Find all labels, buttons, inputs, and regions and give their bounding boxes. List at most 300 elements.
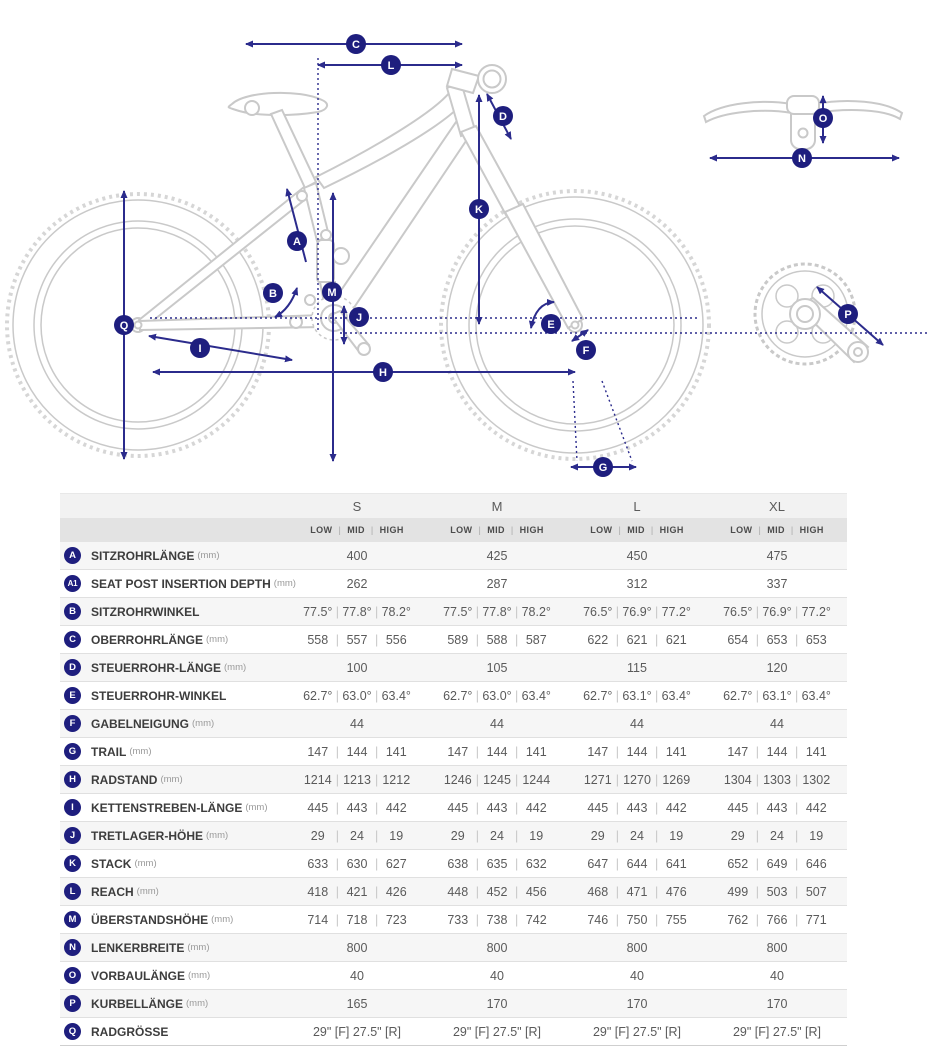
value: 105 [486,660,508,675]
row-badge: C [64,631,81,648]
value: 442 [385,800,407,815]
value: 1212 [382,772,411,787]
value-separator: | [755,800,759,815]
row-badge: J [64,827,81,844]
value-cell [427,773,567,787]
svg-text:Q: Q [119,320,129,332]
value: 29" [F] 27.5" [R] [312,1024,402,1039]
value: 62.7° [443,688,473,703]
value-separator: | [795,772,799,787]
value-separator: | [375,604,379,619]
value: 40 [630,968,644,983]
value-cell [427,801,567,815]
value-cell [567,857,707,871]
value-cell [707,661,847,675]
row-badge: N [64,939,81,956]
diagram-badge-o [813,108,833,128]
value: 24 [770,828,784,843]
value: 475 [766,548,788,563]
svg-text:F: F [582,345,590,357]
value-separator: | [475,744,479,759]
value-separator: | [755,912,759,927]
value: 589 [447,632,469,647]
value: 653 [805,632,827,647]
value: 445 [727,800,749,815]
value: 627 [385,856,407,871]
row-label-text: OBERROHRLÄNGE [91,632,204,647]
value: 742 [525,912,547,927]
value-separator: | [615,800,619,815]
value-separator: | [515,800,519,815]
table-row [60,934,847,962]
value: 63.4° [521,688,551,703]
value-cell [287,549,427,563]
handlebar-top-view [704,96,902,149]
size-header-m: M [491,498,503,514]
row-label-text: STEUERROHR-WINKEL [91,688,227,703]
adjust-levels-m: LOW | MID | HIGH [450,525,544,535]
row-badge: P [64,995,81,1012]
value: 750 [626,912,648,927]
value: 78.2° [381,604,411,619]
value: 29 [310,828,325,843]
value-cell [427,857,567,871]
value: 144 [346,744,368,759]
row-unit-text: (mm) [245,802,268,813]
value: 654 [727,632,749,647]
svg-text:G: G [598,462,608,474]
value: 147 [727,744,749,759]
row-unit-text: (mm) [192,718,215,729]
value-separator: | [755,632,759,647]
value: 77.8° [342,604,372,619]
value-separator: | [655,884,659,899]
value-separator: | [615,604,619,619]
value: 19 [669,828,684,843]
value: 78.2° [521,604,551,619]
row-label-text: VORBAULÄNGE [91,968,186,983]
value-cell [707,773,847,787]
value: 445 [307,800,329,815]
row-unit-text: (mm) [129,746,152,757]
value-separator: | [515,772,519,787]
value: 147 [447,744,469,759]
row-label-text: TRAIL [91,744,127,759]
value-separator: | [795,800,799,815]
value-cell [707,969,847,983]
value-separator: | [475,884,479,899]
row-label-text: STACK [91,856,132,871]
value-cell [707,689,847,703]
table-row [60,570,847,598]
value: 418 [307,884,329,899]
value-cell [427,969,567,983]
value-cell [427,745,567,759]
row-label-text: GABELNEIGUNG [91,716,190,731]
row-label-text: LENKERBREITE [91,940,185,955]
geometry-table [60,493,847,1046]
value-separator: | [375,744,379,759]
svg-text:D: D [499,111,507,123]
value: 448 [447,884,469,899]
value: 40 [350,968,364,983]
value: 144 [766,744,788,759]
value: 800 [486,940,508,955]
diagram-badge-f [576,340,596,360]
value: 1269 [662,772,691,787]
value: 77.8° [482,604,512,619]
value-separator: | [375,828,379,843]
bike-geometry-diagram [0,0,936,492]
value: 19 [809,828,824,843]
size-header-l: L [633,498,641,514]
row-badge: M [64,911,81,928]
value-separator: | [335,884,339,899]
value-separator: | [615,912,619,927]
value-separator: | [375,772,379,787]
value: 723 [385,912,407,927]
value: 800 [346,940,368,955]
row-label-cell [60,1023,287,1040]
value: 77.5° [443,604,473,619]
row-label-cell [60,687,287,704]
value-cell [567,745,707,759]
value: 733 [447,912,469,927]
row-label-text: ÜBERSTANDSHÖHE [91,912,209,927]
value: 141 [665,744,687,759]
value: 76.9° [762,604,792,619]
value: 19 [529,828,544,843]
value-separator: | [795,632,799,647]
value-separator: | [655,744,659,759]
value: 1246 [443,772,472,787]
value: 450 [626,548,648,563]
row-label-text: RADSTAND [91,772,158,787]
row-label-cell [60,799,287,816]
value: 653 [766,632,788,647]
value: 24 [490,828,504,843]
value: 443 [486,800,508,815]
value-separator: | [335,632,339,647]
value-cell [567,633,707,647]
row-label-cell [60,715,287,732]
value-separator: | [755,772,759,787]
size-header-s: S [352,498,362,514]
value: 1245 [483,772,511,787]
value-separator: | [795,884,799,899]
value-separator: | [375,800,379,815]
value-cell [287,577,427,591]
value: 170 [486,996,508,1011]
adjust-level-header-row [60,518,847,542]
value-cell [567,1025,707,1039]
value-separator: | [795,828,799,843]
svg-text:I: I [198,343,202,355]
row-label-cell [60,631,287,648]
value-separator: | [515,604,519,619]
table-row [60,654,847,682]
geometry-table-body [60,542,847,1046]
row-unit-text: (mm) [136,886,159,897]
value: 558 [307,632,329,647]
table-row [60,878,847,906]
size-header-xl: XL [769,498,785,514]
row-badge: A [64,547,81,564]
value: 587 [525,632,547,647]
row-label-text: STEUERROHR-LÄNGE [91,660,222,675]
table-row [60,794,847,822]
value-separator: | [615,772,619,787]
value: 44 [630,716,644,731]
value: 29" [F] 27.5" [R] [732,1024,822,1039]
value-separator: | [655,632,659,647]
row-unit-text: (mm) [134,858,157,869]
value: 499 [727,884,749,899]
value: 588 [486,632,508,647]
value-separator: | [335,688,339,703]
value: 115 [627,660,647,675]
value-cell [707,997,847,1011]
table-row [60,542,847,570]
value-cell [287,633,427,647]
value-separator: | [475,604,479,619]
value-cell [287,857,427,871]
value-separator: | [615,856,619,871]
value-cell [567,997,707,1011]
value: 29 [730,828,745,843]
value: 24 [630,828,644,843]
value: 766 [766,912,788,927]
value: 762 [727,912,749,927]
value-cell [707,941,847,955]
value-separator: | [375,688,379,703]
row-label-cell [60,659,287,676]
value-cell [567,829,707,843]
value-cell [287,773,427,787]
row-badge: D [64,659,81,676]
diagram-badge-k [469,199,489,219]
svg-text:M: M [327,287,337,299]
value: 77.2° [661,604,691,619]
value-cell [427,997,567,1011]
value: 76.5° [583,604,613,619]
svg-text:E: E [547,319,555,331]
value-cell [427,1025,567,1039]
value-separator: | [335,800,339,815]
value-cell [707,885,847,899]
value-separator: | [615,828,619,843]
value-cell [427,633,567,647]
value: 630 [346,856,368,871]
value: 442 [665,800,687,815]
value-cell [567,969,707,983]
value: 652 [727,856,749,871]
value: 63.1° [622,688,652,703]
value-separator: | [615,632,619,647]
row-label-text: SEAT POST INSERTION DEPTH [91,576,271,591]
diagram-badge-g [593,457,613,477]
value-separator: | [655,828,659,843]
value-separator: | [515,884,519,899]
dim-i-chainstay [149,336,292,360]
value: 1214 [303,772,332,787]
diagram-badge-d [493,106,513,126]
value-separator: | [375,912,379,927]
value: 262 [346,576,368,591]
value: 621 [626,632,648,647]
value-separator: | [475,856,479,871]
diagram-badge-h [373,362,393,382]
value-separator: | [655,856,659,871]
value-separator: | [515,856,519,871]
value: 471 [626,884,648,899]
diagram-badge-j [349,307,369,327]
diagram-badge-c [346,34,366,54]
value: 62.7° [583,688,613,703]
value: 800 [626,940,648,955]
value: 1304 [723,772,752,787]
value: 40 [770,968,784,983]
row-label-text: SITZROHRLÄNGE [91,548,195,563]
adjust-levels-xl: LOW | MID | HIGH [730,525,824,535]
value-cell [287,913,427,927]
row-badge: Q [64,1023,81,1040]
table-row [60,850,847,878]
value-cell [427,661,567,675]
value-cell [707,829,847,843]
value-separator: | [475,912,479,927]
value: 445 [587,800,609,815]
value: 144 [486,744,508,759]
diagram-badge-b [263,283,283,303]
value-separator: | [475,800,479,815]
value-cell [707,633,847,647]
value-separator: | [475,828,479,843]
value-cell [427,549,567,563]
value: 476 [665,884,687,899]
value: 400 [346,548,368,563]
value: 141 [805,744,827,759]
value-cell [427,941,567,955]
value: 63.0° [482,688,512,703]
value-cell [427,717,567,731]
value-separator: | [515,828,519,843]
value-separator: | [515,632,519,647]
row-unit-text: (mm) [160,774,183,785]
size-header-row [60,493,847,518]
diagram-badge-e [541,314,561,334]
row-label-cell [60,855,287,872]
value: 425 [486,548,508,563]
value: 76.5° [723,604,753,619]
value: 556 [385,632,407,647]
value-separator: | [615,688,619,703]
adjust-levels-l: LOW | MID | HIGH [590,525,684,535]
value: 632 [525,856,547,871]
value-cell [427,885,567,899]
value-cell [707,857,847,871]
value-separator: | [655,912,659,927]
table-row [60,682,847,710]
value: 771 [805,912,827,927]
row-badge: B [64,603,81,620]
value: 63.4° [661,688,691,703]
table-row [60,738,847,766]
value-separator: | [335,744,339,759]
value-cell [707,745,847,759]
table-row [60,962,847,990]
value: 644 [626,856,648,871]
guide-trail-dashed-1 [573,381,577,461]
svg-text:K: K [475,204,483,216]
value-cell [707,801,847,815]
value-separator: | [335,604,339,619]
value-separator: | [515,912,519,927]
diagram-badge-m [322,282,342,302]
value: 622 [587,632,609,647]
value-separator: | [795,912,799,927]
value-cell [287,661,427,675]
value-cell [427,829,567,843]
row-unit-text: (mm) [187,942,210,953]
value: 421 [346,884,368,899]
row-unit-text: (mm) [224,662,247,673]
row-unit-text: (mm) [273,578,296,589]
table-row [60,710,847,738]
value-separator: | [655,688,659,703]
value-separator: | [615,884,619,899]
value: 442 [805,800,827,815]
svg-text:O: O [818,113,828,125]
value-separator: | [615,744,619,759]
value-separator: | [375,884,379,899]
value: 287 [486,576,508,591]
value-cell [287,745,427,759]
value-separator: | [755,604,759,619]
row-badge: K [64,855,81,872]
table-row [60,598,847,626]
value: 44 [350,716,364,731]
table-row [60,1018,847,1046]
value: 738 [486,912,508,927]
value-cell [287,689,427,703]
value: 29 [590,828,605,843]
value-cell [567,717,707,731]
bike-sketch [7,65,902,459]
value-cell [567,885,707,899]
value: 165 [346,996,368,1011]
value: 44 [770,716,784,731]
value: 1303 [763,772,791,787]
value: 452 [486,884,508,899]
row-label-text: REACH [91,884,134,899]
value: 456 [525,884,547,899]
value: 147 [307,744,329,759]
value-cell [567,689,707,703]
value-cell [287,941,427,955]
value-cell [287,605,427,619]
diagram-badge-q [114,315,134,335]
row-badge: F [64,715,81,732]
value-cell [287,717,427,731]
row-label-text: RADGRÖSSE [91,1024,169,1039]
value: 141 [525,744,547,759]
row-label-cell [60,575,296,592]
value-separator: | [335,772,339,787]
table-row [60,626,847,654]
value: 426 [385,884,407,899]
svg-text:P: P [844,309,852,321]
